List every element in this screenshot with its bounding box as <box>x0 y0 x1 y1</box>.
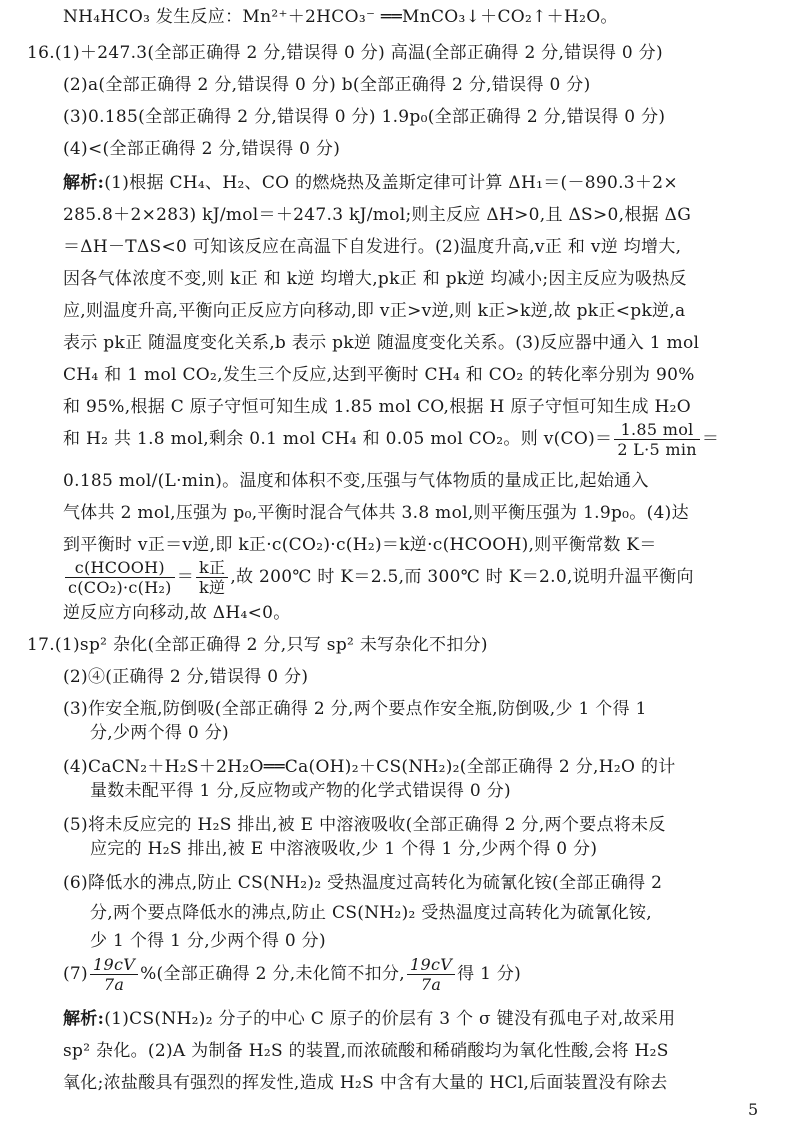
text-line: CH₄ 和 1 mol CO₂,发生三个反应,达到平衡时 CH₄ 和 CO₂ 的转化率分别为 90% <box>63 365 695 385</box>
fraction-numerator: k正 <box>196 558 228 578</box>
formula-post: 得 1 分) <box>457 964 522 984</box>
fraction-numerator: 19cV <box>90 955 138 975</box>
analysis-label: 解析: <box>63 1009 105 1029</box>
text-line: 逆反应方向移动,故 ΔH₄<0。 <box>63 603 291 623</box>
answer-16-4: (4)<(全部正确得 2 分,错误得 0 分) <box>63 139 341 159</box>
text-line: 表示 pk正 随温度变化关系,b 表示 pk逆 随温度变化关系。(3)反应器中通入 1 mol <box>63 333 700 353</box>
text-line: 到平衡时 v正＝v逆,即 k正·c(CO₂)·c(H₂)＝k逆·c(HCOOH),则平衡常数 K＝ <box>63 535 657 555</box>
text-line: 285.8＋2×283) kJ/mol＝＋247.3 kJ/mol;则主反应 ΔH>0,且 ΔS>0,根据 ΔG <box>63 205 692 225</box>
answer-16-2: (2)a(全部正确得 2 分,错误得 0 分) b(全部正确得 2 分,错误得 0 分) <box>63 75 591 95</box>
analysis-text: (1)CS(NH₂)₂ 分子的中心 C 原子的价层有 3 个 σ 键没有孤电子对,故采用 <box>104 1009 676 1029</box>
fraction-denominator: 7a <box>420 975 442 994</box>
formula-post: ＝ <box>701 429 720 449</box>
fraction-numerator: 1.85 mol <box>614 420 700 440</box>
text-line: 氧化;浓盐酸具有强烈的挥发性,造成 H₂S 中含有大量的 HCl,后面装置没有除去 <box>63 1073 668 1093</box>
text-line: 因各气体浓度不变,则 k正 和 k逆 均增大,pk正 和 pk逆 均减小;因主反应为吸热反 <box>63 269 687 289</box>
formula-pre: (7) <box>63 964 88 984</box>
formula-mid: ＝ <box>176 567 195 587</box>
fraction-numerator: 19cV <box>407 955 455 975</box>
text-line: 0.185 mol/(L·min)。温度和体积不变,压强与气体物质的量成正比,起始通入 <box>63 471 649 491</box>
answer-16-1: 16.(1)＋247.3(全部正确得 2 分,错误得 0 分) 高温(全部正确得 2 分,错误得 0 分) <box>27 43 663 63</box>
text-line: 应完的 H₂S 排出,被 E 中溶液吸收,少 1 个得 1 分,少两个得 0 分) <box>90 839 598 859</box>
formula-line-vco <box>63 420 719 459</box>
text-line: NH₄HCO₃ 发生反应：Mn²⁺＋2HCO₃⁻ ══MnCO₃↓＋CO₂↑＋H₂O。 <box>63 7 618 27</box>
formula-post: ,故 200℃ 时 K＝2.5,而 300℃ 时 K＝2.0,说明升温平衡向 <box>230 567 694 587</box>
fraction-denominator: k逆 <box>199 578 226 597</box>
text-line: 分,两个要点降低水的沸点,防止 CS(NH₂)₂ 受热温度过高转化为硫氰化铵, <box>90 903 652 923</box>
formula-pre: 和 H₂ 共 1.8 mol,剩余 0.1 mol CH₄ 和 0.05 mol CO₂。则 v(CO)＝ <box>63 429 613 449</box>
fraction-numerator: c(HCOOH) <box>65 558 175 578</box>
answer-17-6: (6)降低水的沸点,防止 CS(NH₂)₂ 受热温度过高转化为硫氰化铵(全部正确得 2 <box>63 873 663 893</box>
page-number: 5 <box>748 1100 759 1119</box>
answer-17-1: 17.(1)sp² 杂化(全部正确得 2 分,只写 sp² 未写杂化不扣分) <box>27 635 488 655</box>
analysis-17-line <box>63 1008 675 1030</box>
answer-17-4: (4)CaCN₂＋H₂S＋2H₂O══Ca(OH)₂＋CS(NH₂)₂(全部正确得 2 分,H₂O 的计 <box>63 757 676 777</box>
answer-16-3: (3)0.185(全部正确得 2 分,错误得 0 分) 1.9p₀(全部正确得 2 分,错误得 0 分) <box>63 107 666 127</box>
analysis-text: (1)根据 CH₄、H₂、CO 的燃烧热及盖斯定律可计算 ΔH₁＝(－890.3＋2× <box>104 173 678 193</box>
text-line: sp² 杂化。(2)A 为制备 H₂S 的装置,而浓硫酸和稀硝酸均为氧化性酸,会将 H₂S <box>63 1041 669 1061</box>
fraction-denominator: c(CO₂)·c(H₂) <box>68 578 172 597</box>
answer-17-5: (5)将未反应完的 H₂S 排出,被 E 中溶液吸收(全部正确得 2 分,两个要点将未反 <box>63 815 666 835</box>
analysis-16-line <box>63 172 678 194</box>
text-line: ＝ΔH－TΔS<0 可知该反应在高温下自发进行。(2)温度升高,v正 和 v逆 均增大, <box>63 237 682 257</box>
answer-17-7 <box>63 955 521 994</box>
text-line: 应,则温度升高,平衡向正反应方向移动,即 v正>v逆,则 k正>k逆,故 pk正<pk逆,a <box>63 301 686 321</box>
text-line: 气体共 2 mol,压强为 p₀,平衡时混合气体共 3.8 mol,则平衡压强为 1.9p₀。(4)达 <box>63 503 689 523</box>
answer-17-2: (2)④(正确得 2 分,错误得 0 分) <box>63 667 309 687</box>
formula-line-k <box>63 558 694 597</box>
text-line: 少 1 个得 1 分,少两个得 0 分) <box>90 931 326 951</box>
answer-17-3: (3)作安全瓶,防倒吸(全部正确得 2 分,两个要点作安全瓶,防倒吸,少 1 个得 1 <box>63 699 647 719</box>
text-line: 分,少两个得 0 分) <box>90 723 229 743</box>
formula-mid: %(全部正确得 2 分,未化简不扣分, <box>140 964 405 984</box>
text-line: 量数未配平得 1 分,反应物或产物的化学式错误得 0 分) <box>90 781 511 801</box>
text-line: 和 95%,根据 C 原子守恒可知生成 1.85 mol CO,根据 H 原子守恒可知生成 H₂O <box>63 397 691 417</box>
analysis-label: 解析: <box>63 173 105 193</box>
fraction-denominator: 2 L·5 min <box>617 440 697 459</box>
fraction-denominator: 7a <box>103 975 125 994</box>
